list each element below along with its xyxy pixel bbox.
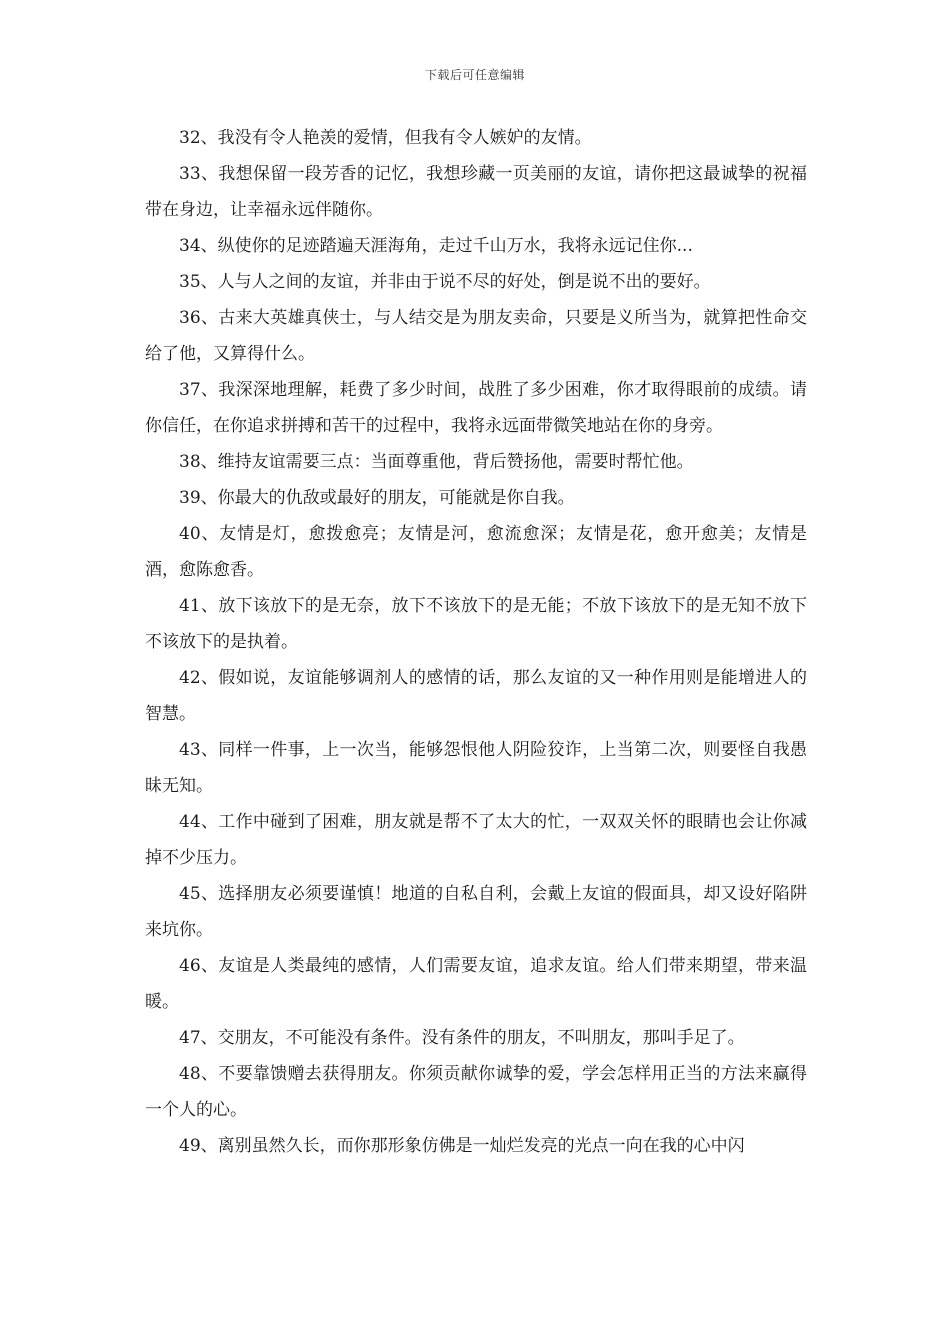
paragraph-48: 48、不要靠馈赠去获得朋友。你须贡献你诚挚的爱，学会怎样用正当的方法来赢得一个人的心。 [145,1064,807,1120]
paragraph-37: 37、我深深地理解，耗费了多少时间，战胜了多少困难，你才取得眼前的成绩。请你信任，在你追求拼搏和苦干的过程中，我将永远面带微笑地站在你的身旁。 [145,380,807,436]
paragraph-46: 46、友谊是人类最纯的感情，人们需要友谊，追求友谊。给人们带来期望，带来温暖。 [145,956,807,1012]
paragraph-49: 49、离别虽然久长，而你那形象仿佛是一灿烂发亮的光点一向在我的心中闪 [179,1136,745,1156]
paragraph-47: 47、交朋友，不可能没有条件。没有条件的朋友，不叫朋友，那叫手足了。 [179,1028,745,1048]
paragraph-38: 38、维持友谊需要三点：当面尊重他，背后赞扬他，需要时帮忙他。 [179,452,694,472]
paragraph-32: 32、我没有令人艳羡的爱情，但我有令人嫉妒的友情。 [179,128,592,148]
paragraph-43: 43、同样一件事，上一次当，能够怨恨他人阴险狡诈，上当第二次，则要怪自我愚昧无知。 [145,740,807,796]
document-body [145,120,807,1164]
paragraph-34: 34、纵使你的足迹踏遍天涯海角，走过千山万水，我将永远记住你... [179,236,693,256]
paragraph-35: 35、人与人之间的友谊，并非由于说不尽的好处，倒是说不出的要好。 [179,272,711,292]
paragraph-36: 36、古来大英雄真侠士，与人结交是为朋友卖命，只要是义所当为，就算把性命交给了他，又算得什么。 [145,308,807,364]
paragraph-45: 45、选择朋友必须要谨慎！地道的自私自利，会戴上友谊的假面具，却又设好陷阱来坑你。 [145,884,807,940]
page-header-note: 下载后可任意编辑 [424,68,525,82]
paragraph-40: 40、友情是灯，愈拨愈亮；友情是河，愈流愈深；友情是花，愈开愈美；友情是酒，愈陈愈香。 [145,524,807,580]
paragraph-44: 44、工作中碰到了困难，朋友就是帮不了太大的忙，一双双关怀的眼睛也会让你减掉不少压力。 [145,812,807,868]
paragraph-42: 42、假如说，友谊能够调剂人的感情的话，那么友谊的又一种作用则是能增进人的智慧。 [145,668,807,724]
paragraph-33: 33、我想保留一段芳香的记忆，我想珍藏一页美丽的友谊，请你把这最诚挚的祝福带在身边，让幸福永远伴随你。 [145,164,807,220]
paragraph-39: 39、你最大的仇敌或最好的朋友，可能就是你自我。 [179,488,575,508]
paragraph-41: 41、放下该放下的是无奈，放下不该放下的是无能；不放下该放下的是无知不放下不该放下的是执着。 [145,596,807,652]
